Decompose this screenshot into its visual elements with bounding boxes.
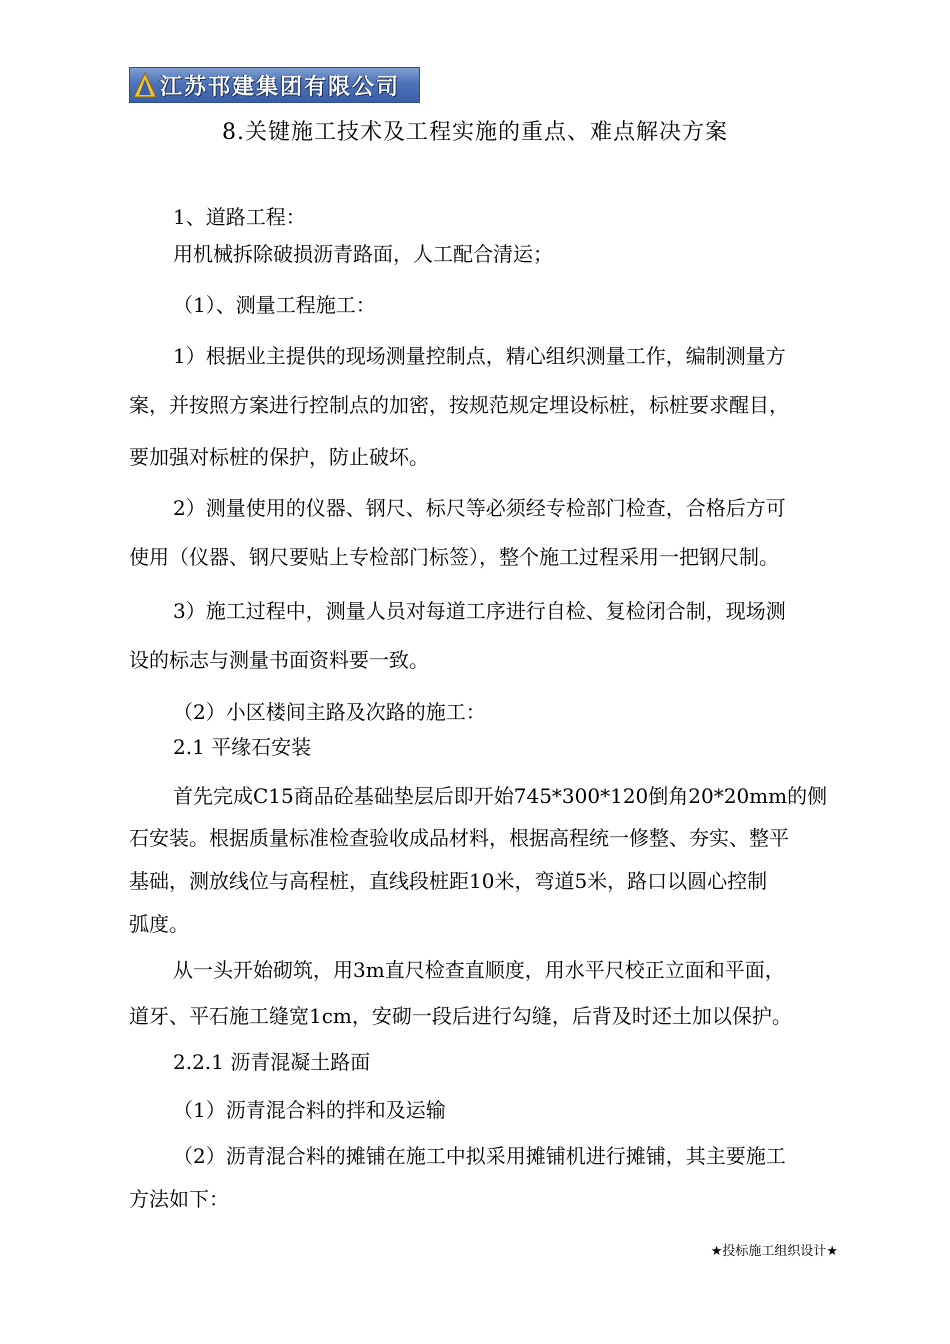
paragraph-line: 3）施工过程中，测量人员对每道工序进行自检、复检闭合制，现场测: [173, 599, 786, 623]
paragraph-line: （2）沥青混合料的摊铺在施工中拟采用摊铺机进行摊铺，其主要施工: [173, 1144, 786, 1168]
paragraph-line: （1）、测量工程施工：: [173, 293, 376, 317]
paragraph-line: 基础，测放线位与高程桩，直线段桩距10米，弯道5米，路口以圆心控制: [129, 869, 768, 893]
company-logo: [129, 67, 420, 103]
paragraph-line: 弧度。: [129, 912, 189, 936]
paragraph-line: 1、道路工程：: [173, 205, 306, 229]
paragraph-line: 2.1 平缘石安装: [173, 735, 312, 759]
paragraph-line: 2.2.1 沥青混凝土路面: [173, 1050, 371, 1074]
paragraph-line: 案，并按照方案进行控制点的加密，按规范规定埋设标桩，标桩要求醒目，: [129, 393, 789, 417]
paragraph-line: 道牙、平石施工缝宽1cm，安砌一段后进行勾缝，后背及时还土加以保护。: [129, 1004, 792, 1028]
paragraph-line: 石安装。根据质量标准检查验收成品材料，根据高程统一修整、夯实、整平: [129, 826, 789, 850]
page-footer: ★投标施工组织设计★: [710, 1244, 838, 1259]
paragraph-line: 设的标志与测量书面资料要一致。: [129, 648, 429, 672]
paragraph-line: 首先完成C15商品砼基础垫层后即开始745*300*120倒角20*20mm的侧: [173, 784, 828, 808]
page-title: 8.关键施工技术及工程实施的重点、难点解决方案: [222, 120, 728, 145]
paragraph-line: 用机械拆除破损沥青路面，人工配合清运；: [173, 242, 553, 266]
paragraph-line: 要加强对标桩的保护，防止破坏。: [129, 445, 429, 469]
paragraph-line: 方法如下：: [129, 1187, 229, 1211]
paragraph-line: （1）沥青混合料的拌和及运输: [173, 1098, 446, 1122]
logo-triangle-icon: [130, 68, 160, 102]
paragraph-line: 2）测量使用的仪器、钢尺、标尺等必须经专检部门检查，合格后方可: [173, 496, 786, 520]
paragraph-line: 使用（仪器、钢尺要贴上专检部门标签），整个施工过程采用一把钢尺制。: [129, 545, 779, 569]
paragraph-line: （2）小区楼间主路及次路的施工：: [173, 700, 486, 724]
paragraph-line: 从一头开始砌筑，用3m直尺检查直顺度，用水平尺校正立面和平面，: [173, 958, 785, 982]
paragraph-line: 1）根据业主提供的现场测量控制点，精心组织测量工作，编制测量方: [173, 344, 786, 368]
company-name: 江苏邗建集团有限公司: [160, 74, 401, 100]
